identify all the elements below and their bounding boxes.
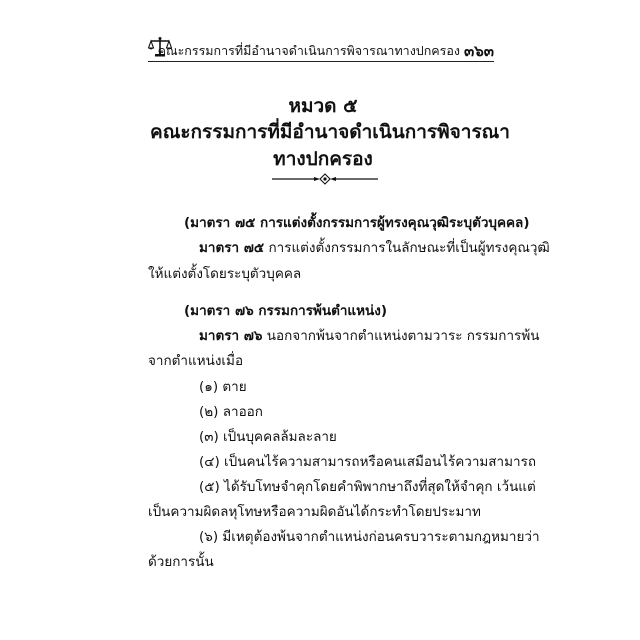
chapter-title-line-2: ทางปกครอง — [273, 148, 373, 170]
header-divider — [148, 61, 494, 62]
section-75-text-line-2: ให้แต่งตั้งโดยระบุตัวบุคคล — [148, 266, 302, 282]
section-76-text-line-1: นอกจากพ้นจากตำแหน่งตามวาระ กรรมการพ้น — [266, 328, 540, 344]
divider-ornament-icon — [270, 172, 380, 186]
list-item: (๔) เป็นคนไร้ความสามารถหรือคนเสมือนไร้ความสามารถ — [199, 454, 537, 470]
section-75-text-line-1: การแต่งตั้งกรรมการในลักษณะที่เป็นผู้ทรงคุณวุฒิ — [268, 240, 550, 256]
section-76-text-line-2: จากตำแหน่งเมื่อ — [148, 353, 244, 369]
list-item: (๑) ตาย — [199, 379, 247, 395]
section-75-label: มาตรา ๗๕ — [199, 240, 265, 256]
chapter-title-line-1: คณะกรรมการที่มีอำนาจดำเนินการพิจารณา — [150, 121, 510, 143]
list-item: (๓) เป็นบุคคลล้มละลาย — [199, 429, 337, 445]
section-76-label: มาตรา ๗๖ — [199, 328, 263, 344]
running-header — [148, 34, 494, 64]
section-76-paragraph — [199, 324, 539, 346]
list-item: (๕) ได้รับโทษจำคุกโดยคำพิพากษาถึงที่สุดให้จำคุก เว้นแต่ — [199, 479, 536, 495]
section-76-heading: (มาตรา ๗๖ กรรมการพ้นตำแหน่ง) — [184, 303, 388, 319]
section-75-paragraph — [199, 236, 550, 258]
section-75-heading: (มาตรา ๗๕ การแต่งตั้งกรรมการผู้ทรงคุณวุฒิระบุตัวบุคคล) — [184, 215, 530, 231]
page-number: ๓๖๓ — [463, 42, 494, 60]
list-item-continuation: เป็นความผิดลหุโทษหรือความผิดอันได้กระทำโดยประมาท — [148, 504, 481, 520]
chapter-number: หมวด ๕ — [288, 95, 358, 117]
list-item: (๖) มีเหตุต้องพ้นจากตำแหน่งก่อนครบวาระตามกฎหมายว่า — [199, 529, 540, 545]
running-title: คณะกรรมการที่มีอำนาจดำเนินการพิจารณาทางปกครอง — [157, 43, 460, 58]
list-item: (๒) ลาออก — [199, 404, 263, 420]
list-item-continuation: ด้วยการนั้น — [148, 554, 214, 570]
